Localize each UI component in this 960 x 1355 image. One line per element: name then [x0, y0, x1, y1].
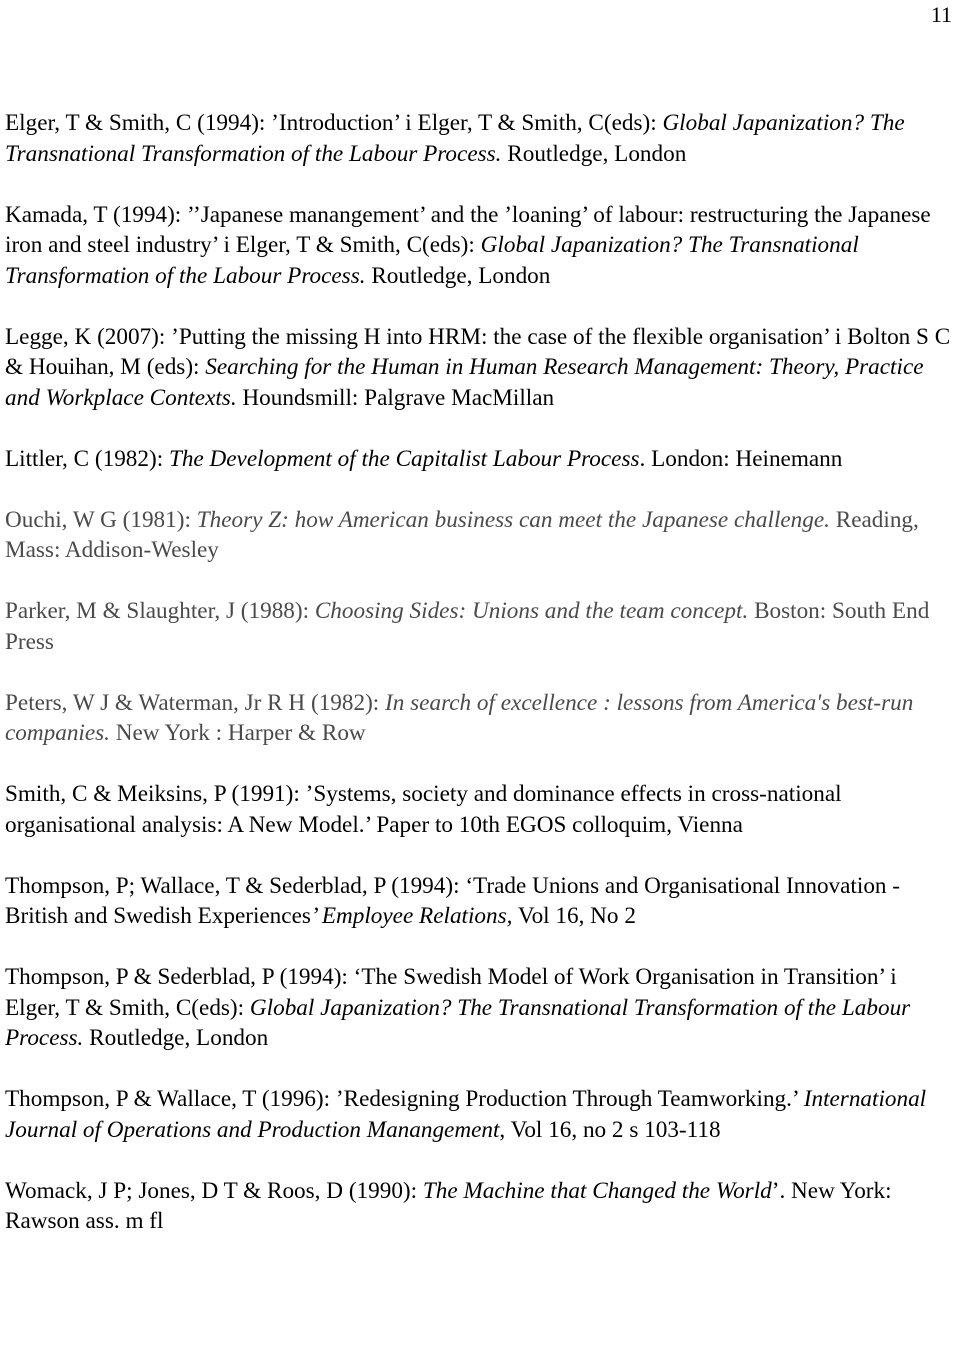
reference-text: Kamada, T (1994): ’’Japanese manangement’ and the ’loaning’ of labour: restructuring the Japanese iron and steel industry’ i Elger, T & Smith, C(eds):: [5, 201, 931, 258]
reference-entry: [5, 505, 955, 566]
reference-text: Ouchi, W G (1981):: [5, 506, 197, 533]
reference-title: Global Japanization? The Transnational Transformation of the Labour Process.: [5, 994, 911, 1051]
reference-text: Boston: South End Press: [5, 598, 930, 655]
reference-text: , Vol 16, no 2 s 103-118: [499, 1116, 721, 1143]
reference-title: Theory Z: how American business can meet the Japanese challenge.: [196, 506, 830, 533]
reference-entry: [5, 1084, 955, 1145]
reference-entry: [5, 962, 955, 1054]
reference-text: ’. New York: Rawson ass. m fl: [5, 1177, 892, 1234]
reference-text: Houndsmill: Palgrave MacMillan: [236, 384, 555, 411]
reference-text: Routledge, London: [365, 262, 551, 289]
reference-text: Legge, K (2007): ’Putting the missing H into HRM: the case of the flexible organisation’ i Bolton S C & Houihan, M (eds):: [5, 323, 951, 380]
reference-list: [5, 108, 955, 1267]
reference-text: Reading, Mass: Addison-Wesley: [5, 506, 919, 563]
page-number: 11: [930, 2, 952, 27]
reference-text: . London: Heinemann: [639, 445, 843, 472]
reference-entry: [5, 779, 955, 840]
reference-text: Vol 16, No 2: [512, 903, 636, 929]
reference-text: Thompson, P & Sederblad, P (1994): ‘The Swedish Model of Work Organisation in Transition’ i Elger, T & Smith, C(eds):: [5, 964, 897, 1021]
reference-title: The Machine that Changed the World: [422, 1177, 772, 1204]
reference-title: In search of excellence : lessons from America's best-run companies.: [5, 689, 914, 746]
reference-entry: [5, 200, 955, 292]
reference-text: Smith, C & Meiksins, P (1991): ’Systems, society and dominance effects in cross-national organisational analysis: A New Model.’ Paper to 10th EGOS colloquim, Vienna: [5, 781, 842, 838]
reference-text: Thompson, P & Wallace, T (1996): ’Redesigning Production Through Teamworking.’: [5, 1086, 804, 1112]
reference-text: New York : Harper & Row: [109, 720, 366, 746]
reference-title: International Journal of Operations and Production Manangement: [5, 1086, 927, 1143]
reference-entry: [5, 871, 955, 932]
reference-text: Littler, C (1982):: [5, 445, 169, 472]
reference-title: Global Japanization? The Transnational Transformation of the Labour Process.: [5, 232, 859, 289]
reference-entry: [5, 688, 955, 749]
reference-text: Peters, W J & Waterman, Jr R H (1982):: [5, 689, 386, 716]
reference-entry: [5, 596, 955, 657]
reference-entry: [5, 444, 955, 475]
reference-title: Choosing Sides: Unions and the team concept.: [314, 598, 749, 624]
reference-text: Routledge, London: [83, 1025, 269, 1051]
reference-text: Routledge, London: [501, 140, 687, 167]
reference-entry: [5, 322, 955, 414]
reference-text: Parker, M & Slaughter, J (1988):: [5, 598, 315, 624]
reference-text: Elger, T & Smith, C (1994): ’Introduction’ i Elger, T & Smith, C(eds):: [5, 110, 663, 136]
reference-title: Global Japanization? The Transnational Transformation of the Labour Process.: [5, 110, 905, 167]
reference-text: Womack, J P; Jones, D T & Roos, D (1990):: [5, 1177, 423, 1204]
reference-entry: [5, 108, 955, 169]
reference-entry: [5, 1176, 955, 1237]
reference-title: The Development of the Capitalist Labour Process: [168, 445, 640, 472]
reference-title: Searching for the Human in Human Research Management: Theory, Practice and Workplace Contexts.: [5, 354, 924, 411]
reference-text: Thompson, P; Wallace, T & Sederblad, P (1994): ‘Trade Unions and Organisational Innovation - British and Swedish Experiences: [5, 872, 901, 929]
reference-title: ’ Employee Relations,: [310, 903, 513, 929]
